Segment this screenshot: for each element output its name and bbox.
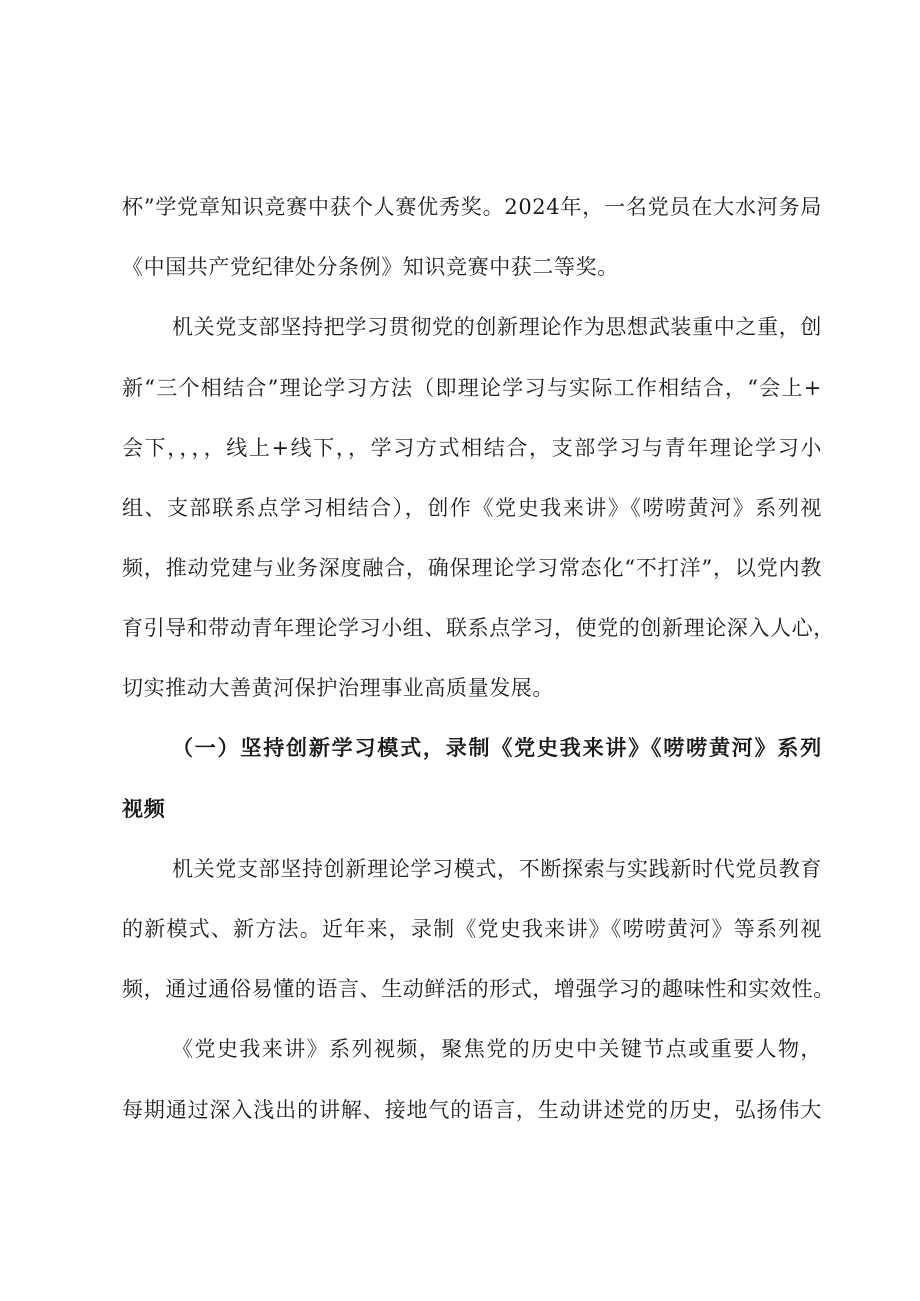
body-text-line: 机关党支部坚持把学习贯彻党的创新理论作为思想武装重中之重，创: [172, 315, 822, 339]
body-text-line: 新“三个相结合”理论学习方法（即理论学习与实际工作相结合，“会上+: [122, 376, 822, 400]
body-text-line: 《党史我来讲》系列视频，聚焦党的历史中关键节点或重要人物，: [172, 1037, 822, 1061]
body-text-line: 的新模式、新方法。近年来，录制《党史我来讲》《唠唠黄河》等系列视: [122, 917, 822, 941]
body-text-line: 育引导和带动青年理论学习小组、联系点学习，使党的创新理论深入人心，: [122, 616, 835, 640]
body-text-line: 机关党支部坚持创新理论学习模式，不断探索与实践新时代党员教育: [172, 857, 822, 881]
body-text-line: 《中国共产党纪律处分条例》知识竞赛中获二等奖。: [122, 255, 619, 279]
section-heading: 视频: [122, 797, 166, 821]
body-text-line: 频，推动党建与业务深度融合，确保理论学习常态化“不打洋”，以党内教: [122, 556, 822, 580]
body-text-line: 会下，，，，线上+线下，，学习方式相结合，支部学习与青年理论学习小: [122, 436, 822, 460]
body-text-line: 切实推动大善黄河保护治理事业高质量发展。: [122, 676, 554, 700]
body-text-line: 每期通过深入浅出的讲解、接地气的语言，生动讲述党的历史，弘扬伟大: [122, 1098, 822, 1122]
body-text-line: 杯”学党章知识竞赛中获个人赛优秀奖。2024年，一名党员在大水河务局: [122, 195, 822, 219]
body-text-line: 频，通过通俗易懂的语言、生动鲜活的形式，增强学习的趣味性和实效性。: [122, 977, 835, 1001]
body-text-line: 组、支部联系点学习相结合），创作《党史我来讲》《唠唠黄河》系列视: [122, 496, 822, 520]
section-heading: （一）坚持创新学习模式，录制《党史我来讲》《唠唠黄河》系列: [172, 736, 822, 760]
